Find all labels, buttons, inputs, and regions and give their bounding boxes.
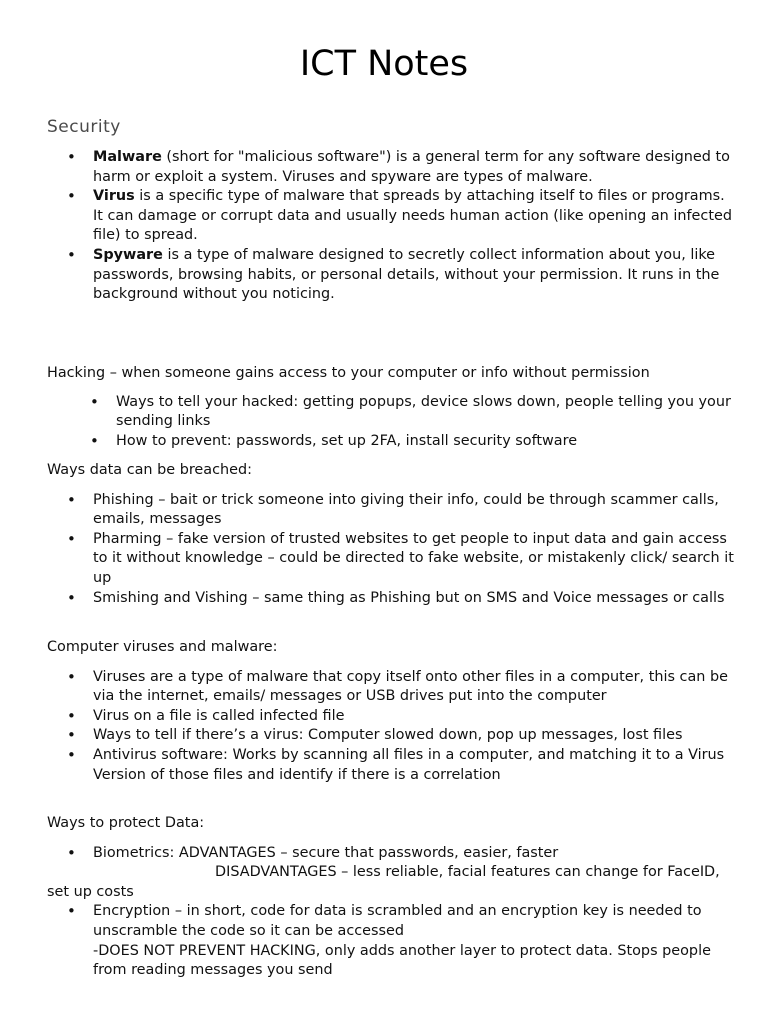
hacking-list [47,393,737,452]
list-item: • Ways to tell if there’s a virus: Computer slowed down, pop up messages, lost files [47,726,737,746]
viruses-intro: Computer viruses and malware: [47,639,278,655]
term-spyware: Spyware [93,246,163,263]
viruses-list [47,668,737,786]
list-item: • Smishing and Vishing – same thing as Phishing but on SMS and Voice messages or calls [47,589,737,609]
list-item-biometrics [47,844,737,903]
list-item-spyware [47,246,737,305]
list-item-encryption [47,902,737,980]
definition-virus: is a specific type of malware that spreads by attaching itself to files or programs. It can damage or corrupt data and usually needs human action (like opening an infected file) to spread. [93,188,732,244]
viruses-section [47,638,737,785]
list-item: • Phishing – bait or trick someone into giving their info, could be through scammer calls, emails, messages [47,491,737,530]
list-item: • How to prevent: passwords, set up 2FA, install security software [47,432,737,452]
protect-intro: Ways to protect Data: [47,815,205,831]
term-malware: Malware [93,149,162,165]
encryption-note: -DOES NOT PREVENT HACKING, only adds another layer to protect data. Stops people from reading messages you send [93,942,711,979]
protect-list [47,844,737,981]
biometrics-disadvantages: DISADVANTAGES – less reliable, facial features can change for FaceID, set up costs [47,864,720,900]
term-virus: Virus [93,188,135,205]
security-section [47,148,737,305]
breach-intro: Ways data can be breached: [47,462,252,478]
list-item-malware [47,148,737,187]
list-item: • Virus on a file is called infected file [47,707,737,727]
definition-malware: (short for "malicious software") is a general term for any software designed to harm or exploit a system. Viruses and spyware are types of malware. [93,149,730,185]
security-list [47,148,737,305]
definition-spyware: is a type of malware designed to secretly collect information about you, like passwords, browsing habits, or personal details, without your permission. It runs in the background without you noticing. [93,246,720,303]
list-item: • Pharming – fake version of trusted websites to get people to input data and gain access to it without knowledge – could be directed to fake website, or mistakenly click/ search it up [47,530,737,589]
protect-section [47,814,737,981]
hacking-section [47,364,737,451]
list-item: • Ways to tell your hacked: getting popups, device slows down, people telling you your sending links [47,393,737,432]
list-item: • Viruses are a type of malware that copy itself onto other files in a computer, this can be via the internet, emails/ messages or USB drives put into the computer [47,668,737,707]
hacking-intro: Hacking – when someone gains access to your computer or info without permission [47,365,650,381]
page-title: ICT Notes [299,44,469,84]
list-item: • Antivirus software: Works by scanning all files in a computer, and matching it to a Virus Version of those files and identify if there is a correlation [47,746,737,785]
biometrics-advantages: Biometrics: ADVANTAGES – secure that passwords, easier, faster [93,844,559,861]
encryption-summary: Encryption – in short, code for data is scrambled and an encryption key is needed to unscramble the code so it can be accessed [93,903,702,939]
breach-list [47,491,737,609]
breach-section [47,461,737,608]
security-heading: Security [47,117,121,137]
list-item-virus [47,187,737,246]
